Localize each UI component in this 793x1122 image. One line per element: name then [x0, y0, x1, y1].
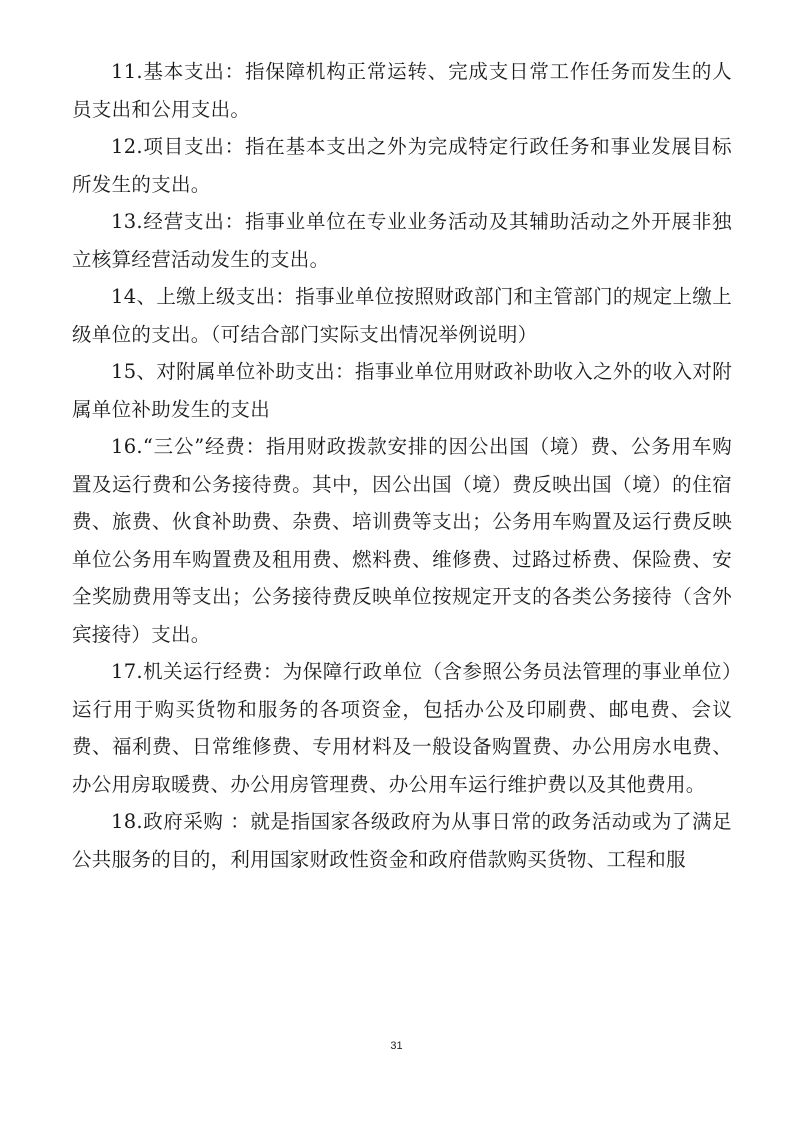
- paragraph-remittance-to-superior: 14、上缴上级支出：指事业单位按照财政部门和主管部门的规定上缴上级单位的支出。（可结合部门实际支出情况举例说明）: [72, 285, 732, 346]
- paragraph-government-procurement: 18.政府采购 ：就是指国家各级政府为从事日常的政务活动或为了满足公共服务的目的，利用国家财政性资金和政府借款购买货物、工程和服: [72, 810, 732, 871]
- paragraph-agency-operating-funds: 17.机关运行经费：为保障行政单位（含参照公务员法管理的事业单位）运行用于购买货物和服务的各项资金，包括办公及印刷费、邮电费、会议费、福利费、日常维修费、专用材料及一般设备购置费、办公用房水电费、办公用房取暖费、办公用房管理费、办公用车运行维护费以及其他费用。: [72, 660, 732, 796]
- paragraph-three-public-expenses: 16.“三公”经费：指用财政拨款安排的因公出国（境）费、公务用车购置及运行费和公务接待费。其中，因公出国（境）费反映出国（境）的住宿费、旅费、伙食补助费、杂费、培训费等支出；公务用车购置及运行费反映单位公务用车购置费及租用费、燃料费、维修费、过路过桥费、保险费、安全奖励费用等支出；公务接待费反映单位按规定开支的各类公务接待（含外宾接待）支出。: [72, 435, 732, 646]
- page-number: 31: [390, 1040, 403, 1052]
- paragraph-basic-expenditure: 11.基本支出：指保障机构正常运转、完成支日常工作任务而发生的人员支出和公用支出。: [72, 60, 732, 121]
- document-body: [72, 53, 732, 878]
- paragraph-operating-expenditure: 13.经营支出：指事业单位在专业业务活动及其辅助活动之外开展非独立核算经营活动发生的支出。: [72, 210, 732, 271]
- paragraph-subsidy-to-affiliates: 15、对附属单位补助支出：指事业单位用财政补助收入之外的收入对附属单位补助发生的支出: [72, 360, 732, 421]
- paragraph-project-expenditure: 12.项目支出：指在基本支出之外为完成特定行政任务和事业发展目标所发生的支出。: [72, 135, 732, 196]
